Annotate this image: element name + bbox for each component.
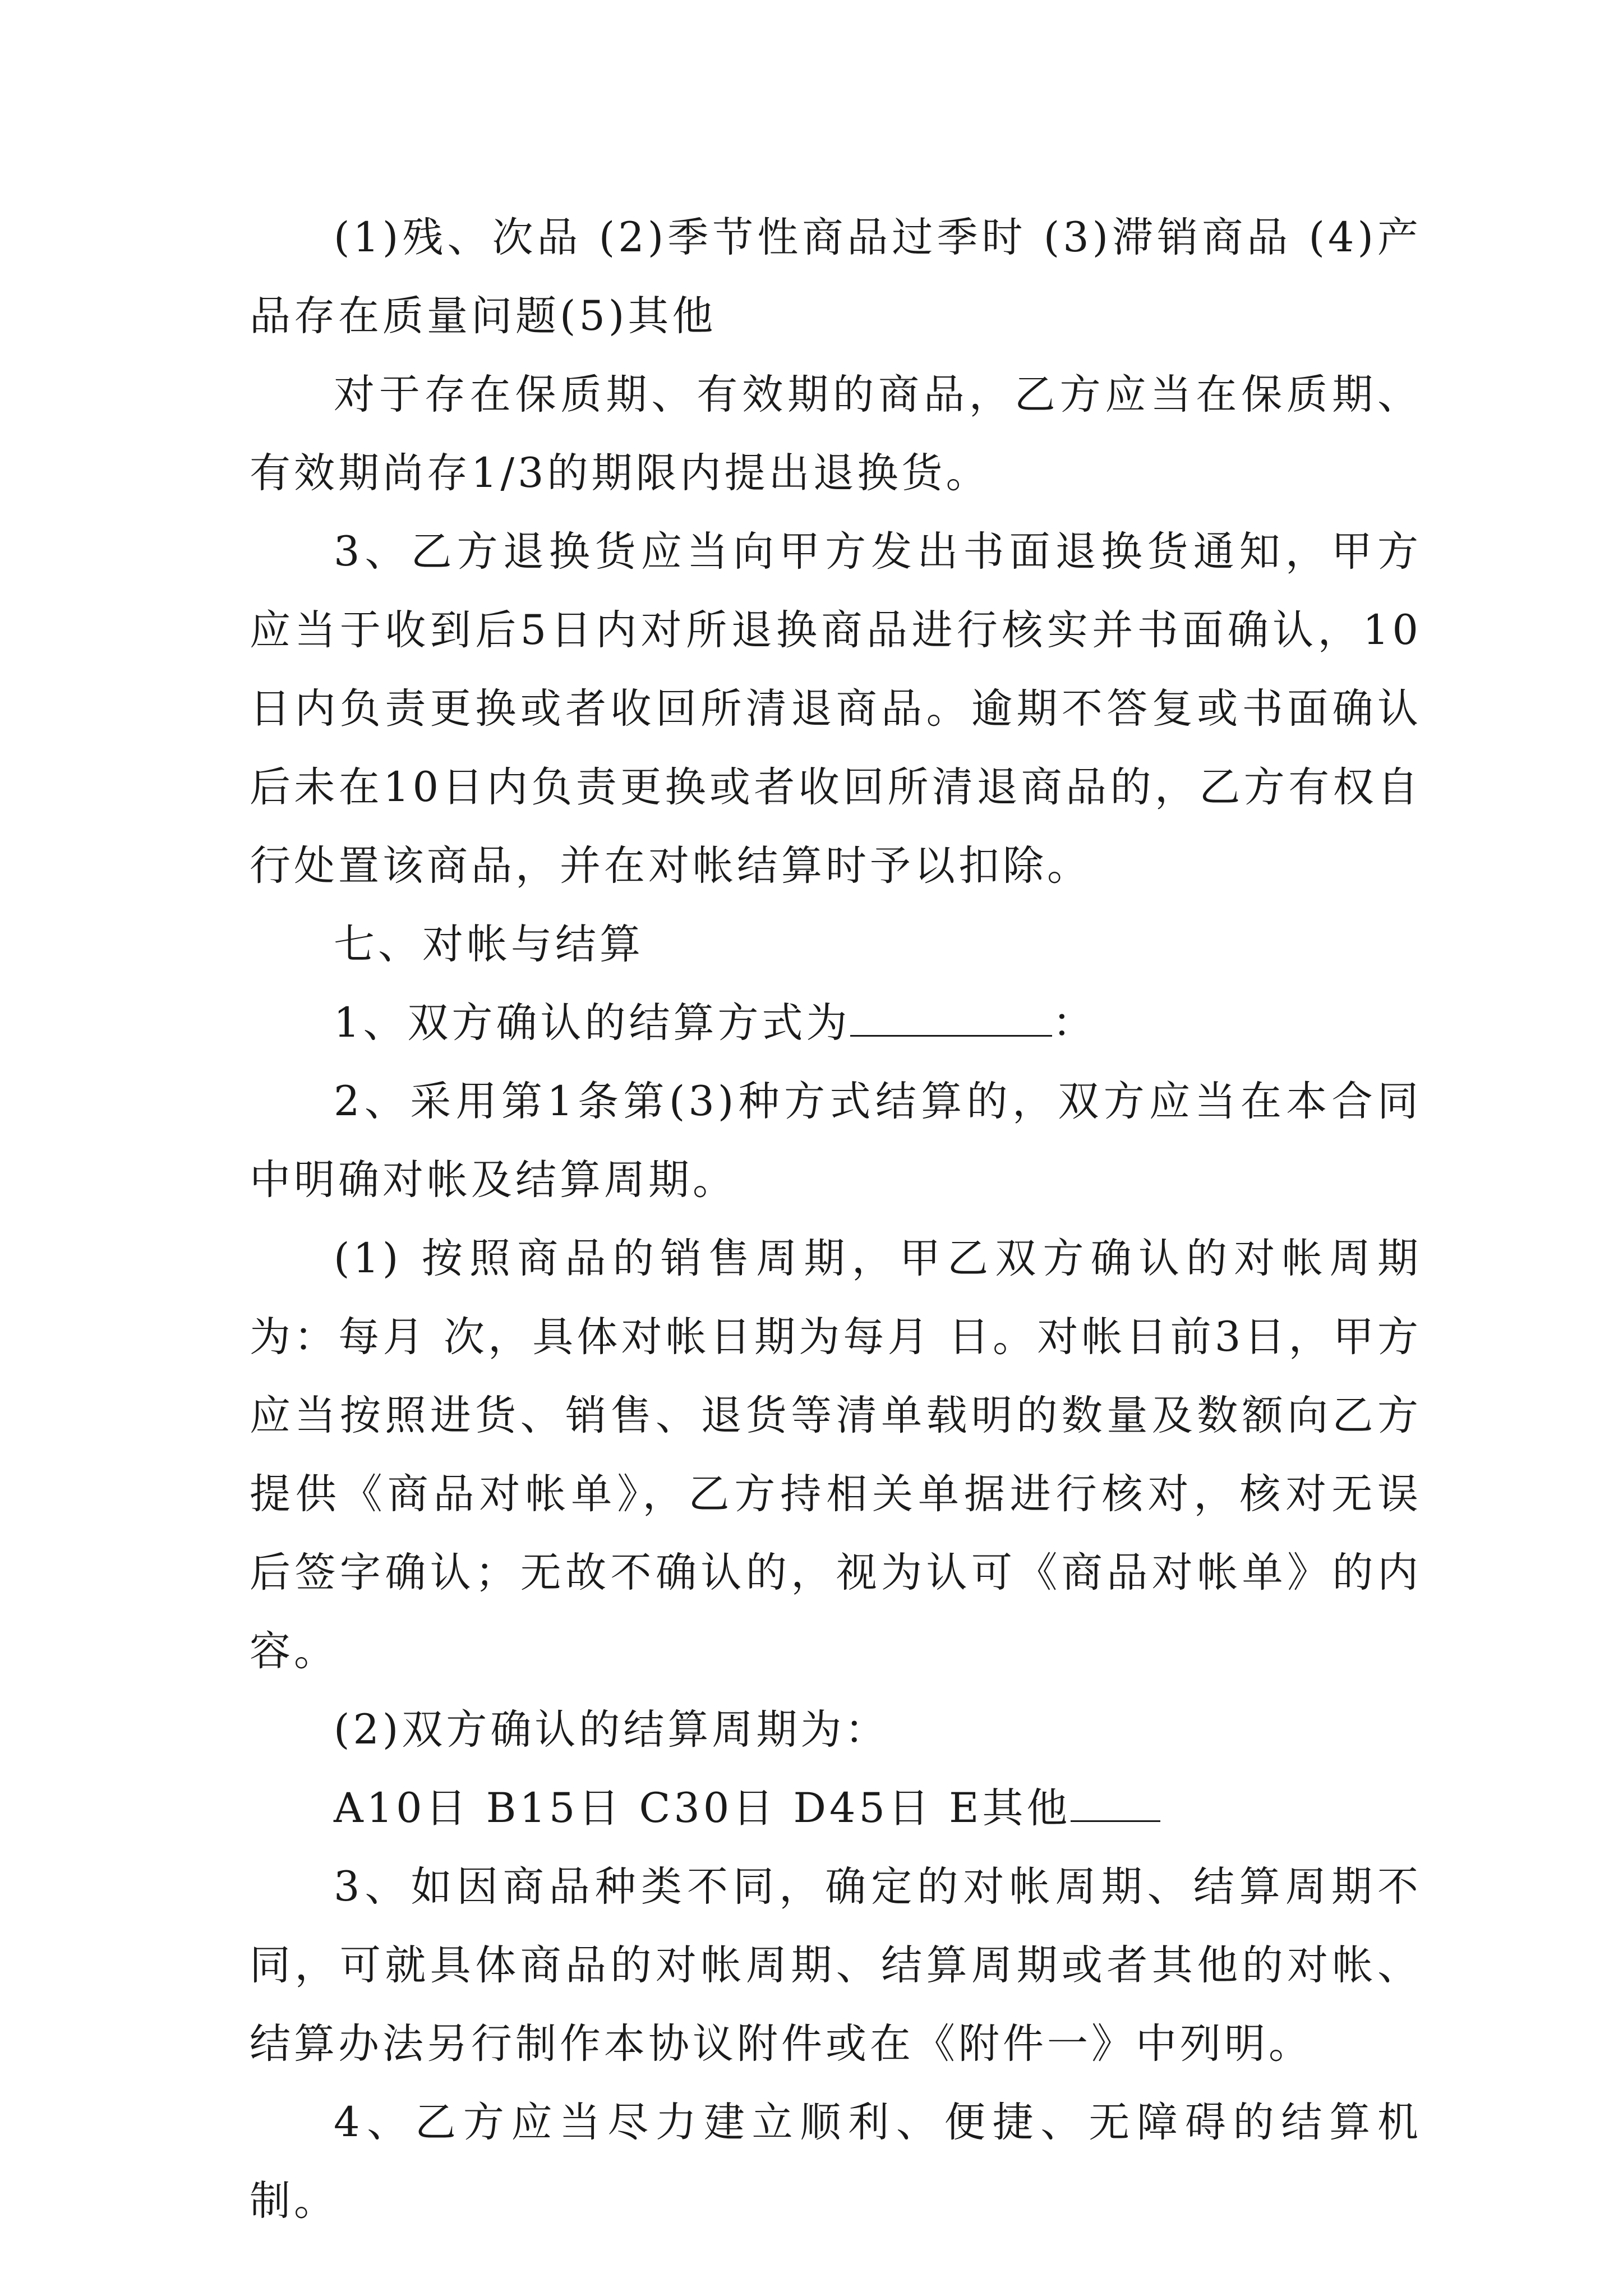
return-notice-paragraph: 3、乙方退换货应当向甲方发出书面退换货通知，甲方应当于收到后5日内对所退换商品进行核实并书面确认，10日内负责更换或者收回所清退商品。逾期不答复或书面确认后未在10日内负责更换或者收回所清退商品的，乙方有权自行处置该商品，并在对帐结算时予以扣除。 [250,528,1422,890]
settlement-period-options [250,1769,1422,1848]
settlement-mechanism-paragraph: 4、乙方应当尽力建立顺利、便捷、无障碍的结算机制。 [250,2099,1422,2225]
return-reasons-paragraph: (1)残、次品 (2)季节性商品过季时 (3)滞销商品 (4)产品存在质量问题(5)其他 [250,214,1422,340]
settlement-method-colon: ： [1052,999,1097,1047]
shelf-life-paragraph: 对于存在保质期、有效期的商品，乙方应当在保质期、有效期尚存1/3的期限内提出退换货。 [250,371,1422,497]
settlement-period-label: (2)双方确认的结算周期为： [334,1706,889,1754]
settlement-period-options-text: A10日 B15日 C30日 D45日 E其他 [334,1784,1071,1832]
settlement-method-text: 1、双方确认的结算方式为 [334,999,851,1047]
different-goods-paragraph: 3、如因商品种类不同，确定的对帐周期、结算周期不同，可就具体商品的对帐周期、结算周期或者其他的对帐、结算办法另行制作本协议附件或在《附件一》中列明。 [250,1863,1422,2068]
settlement-method-paragraph [250,984,1422,1062]
settlement-cycle-clause-paragraph: 2、采用第1条第(3)种方式结算的，双方应当在本合同中明确对帐及结算周期。 [250,1078,1422,1204]
section-heading-reconciliation: 七、对帐与结算 [334,921,644,968]
other-period-blank [1071,1787,1160,1822]
document-body [250,199,1422,2240]
settlement-method-blank [850,1001,1052,1037]
reconciliation-cycle-paragraph: (1) 按照商品的销售周期，甲乙双方确认的对帐周期为：每月 次，具体对帐日期为每月 日。对帐日前3日，甲方应当按照进货、销售、退货等清单载明的数量及数额向乙方提供《商品对帐单》，乙方持相关单据进行核对，核对无误后签字确认；无故不确认的，视为认可《商品对帐单》的内容。 [250,1235,1422,1675]
